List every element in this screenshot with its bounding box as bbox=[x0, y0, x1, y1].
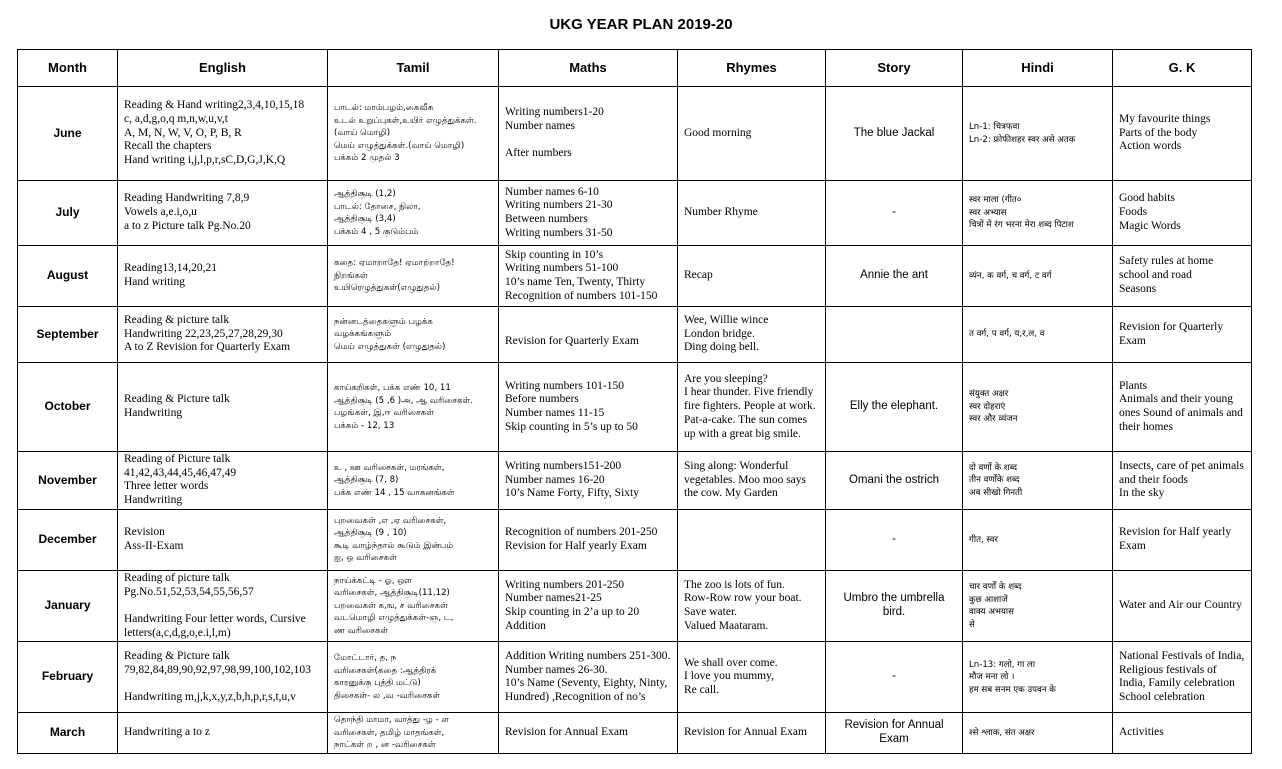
tamil-cell: மோட்டார், த, ந வரிசைகள்(கதை :ஆத்திரக் காரனுக்கு புத்தி மட்டு) திசைகள்- ல ,வ -வரிசைகள் bbox=[328, 642, 499, 713]
month-cell: October bbox=[18, 363, 118, 452]
header-row bbox=[18, 50, 1252, 87]
hindi-cell: व्यंन, क वर्ग, च वर्ग, ट वर्ग bbox=[963, 246, 1113, 307]
maths-cell: Writing numbers151-200 Number names 16-20 10’s Name Forty, Fifty, Sixty bbox=[499, 452, 678, 510]
story-cell: Revision for Annual Exam bbox=[826, 713, 963, 754]
header-story: Story bbox=[826, 50, 963, 87]
year-plan-table bbox=[17, 49, 1252, 754]
gk-cell: Revision for Half yearly Exam bbox=[1113, 509, 1252, 570]
table-row bbox=[18, 570, 1252, 642]
hindi-cell: Ln-13: गलो, गा ला मौज मना लो । हम सब सनम एक उपवन के bbox=[963, 642, 1113, 713]
story-cell: Elly the elephant. bbox=[826, 363, 963, 452]
gk-cell: Activities bbox=[1113, 713, 1252, 754]
header-tamil: Tamil bbox=[328, 50, 499, 87]
gk-cell: Good habits Foods Magic Words bbox=[1113, 181, 1252, 246]
table-row bbox=[18, 363, 1252, 452]
tamil-cell: நன்னடத்தைகளும் பழக்க வழக்கங்களும் மெய் எழுத்துகள் (எழுதுதல்) bbox=[328, 307, 499, 363]
tamil-cell: புறவைகள் ,எ ,ஏ வரிசைகள், ஆத்திசூடி (9 , 10) கூடி வாழ்ந்தால் கூடும் இன்பம் ஐ, ஒ வரிசைகள் bbox=[328, 509, 499, 570]
hindi-cell: त वर्ग, प वर्ग, य,र,ल, व bbox=[963, 307, 1113, 363]
maths-cell: Writing numbers1-20 Number names After numbers bbox=[499, 87, 678, 181]
rhymes-cell: Number Rhyme bbox=[678, 181, 826, 246]
hindi-cell: संयुक्त अक्षर स्वर दोहराएं स्वर और व्यंजन bbox=[963, 363, 1113, 452]
maths-cell: Recognition of numbers 201-250 Revision for Half yearly Exam bbox=[499, 509, 678, 570]
tamil-cell: கதை: ஏமாறாதே! ஏமாற்றாதே! நிறங்கள் உயிரெழுத்துகள்(எழுதுதல்) bbox=[328, 246, 499, 307]
english-cell: Reading & Picture talk 79,82,84,89,90,92,97,98,99,100,102,103 Handwriting m,j,k,x,y,z,b,h,p,r,s,t,u,v bbox=[118, 642, 328, 713]
gk-cell: Insects, care of pet animals and their foods In the sky bbox=[1113, 452, 1252, 510]
month-cell: July bbox=[18, 181, 118, 246]
rhymes-cell bbox=[678, 509, 826, 570]
table-row bbox=[18, 181, 1252, 246]
page-title: UKG YEAR PLAN 2019-20 bbox=[549, 16, 733, 33]
table-row bbox=[18, 452, 1252, 510]
maths-cell: Number names 6-10 Writing numbers 21-30 Between numbers Writing numbers 31-50 bbox=[499, 181, 678, 246]
header-month: Month bbox=[18, 50, 118, 87]
maths-cell: Revision for Quarterly Exam bbox=[499, 307, 678, 363]
header-maths: Maths bbox=[499, 50, 678, 87]
header-english: English bbox=[118, 50, 328, 87]
tamil-cell: காய்கறிகள், பக்க எண் 10, 11 ஆத்திசூடி (5 ,6 )அ, ஆ வரிசைகள். பழங்கள், இ,ஈ வரிசைகள் பக்கம் - 12, 13 bbox=[328, 363, 499, 452]
header-rhymes: Rhymes bbox=[678, 50, 826, 87]
tamil-cell: உ , ஊ வரிசைகள், மரங்கள், ஆத்திசூடி (7, 8) பக்க எண் 14 , 15 வாகனங்கள் bbox=[328, 452, 499, 510]
tamil-cell: பாடல்: மாம்பழம்,கைவீசு உடல் உறுப்புகள்,உயிர் எழுத்துக்கள்.(வாய் மொழி) மெய் எழுத்துக்கள்.(வாய் மொழி) பக்கம் 2 முதல் 3 bbox=[328, 87, 499, 181]
table-row bbox=[18, 509, 1252, 570]
story-cell: - bbox=[826, 642, 963, 713]
hindi-cell: स्वर माला (गीत० स्वर अभ्यास चित्रों में रंग भरना मेरा शब्द पिटाश bbox=[963, 181, 1113, 246]
tamil-cell: நாய்க்கட்டி - ஓ, ஔ வரிசைகள், ஆத்திசூடி(11,12) பறவைகள் க,ங, ச வரிசைகள் வடமொழி எழுத்துக்கள்-ஞ, ட, ண வரிசைகள் bbox=[328, 570, 499, 642]
story-cell: - bbox=[826, 509, 963, 570]
hindi-cell: दो वर्णो के शब्द तीन वर्णोंके शब्द अब सीखो गिनती bbox=[963, 452, 1113, 510]
table-row bbox=[18, 642, 1252, 713]
story-cell bbox=[826, 307, 963, 363]
story-cell: Annie the ant bbox=[826, 246, 963, 307]
table-row bbox=[18, 307, 1252, 363]
story-cell: Umbro the umbrella bird. bbox=[826, 570, 963, 642]
gk-cell: Revision for Quarterly Exam bbox=[1113, 307, 1252, 363]
english-cell: Reading13,14,20,21 Hand writing bbox=[118, 246, 328, 307]
english-cell: Reading & Picture talk Handwriting bbox=[118, 363, 328, 452]
table-row bbox=[18, 246, 1252, 307]
english-cell: Reading of picture talk Pg.No.51,52,53,54,55,56,57 Handwriting Four letter words, Cursive letters(a,c,d,g,o,e.i,l,m) bbox=[118, 570, 328, 642]
story-cell: - bbox=[826, 181, 963, 246]
gk-cell: Water and Air our Country bbox=[1113, 570, 1252, 642]
header-hindi: Hindi bbox=[963, 50, 1113, 87]
hindi-cell: चार वर्णों के शब्द कुछ आशाजें वाक्य अभयास से bbox=[963, 570, 1113, 642]
rhymes-cell: We shall over come. I love you mummy, Re call. bbox=[678, 642, 826, 713]
rhymes-cell: The zoo is lots of fun. Row-Row row your boat. Save water. Valued Maataram. bbox=[678, 570, 826, 642]
maths-cell: Addition Writing numbers 251-300. Number names 26-30. 10’s Name (Seventy, Eighty, Ninty, Hundred) ,Recognition of no’s bbox=[499, 642, 678, 713]
month-cell: January bbox=[18, 570, 118, 642]
hindi-cell: Ln-1: चित्रफवा Ln-2: फ्रोफीशहर स्वर असे अतक bbox=[963, 87, 1113, 181]
maths-cell: Writing numbers 101-150 Before numbers Number names 11-15 Skip counting in 5’s up to 50 bbox=[499, 363, 678, 452]
month-cell: September bbox=[18, 307, 118, 363]
table-row bbox=[18, 713, 1252, 754]
rhymes-cell: Good morning bbox=[678, 87, 826, 181]
month-cell: March bbox=[18, 713, 118, 754]
month-cell: June bbox=[18, 87, 118, 181]
gk-cell: Safety rules at home school and road Seasons bbox=[1113, 246, 1252, 307]
tamil-cell: தொந்தி மாமா, வாத்து -ழ - ள வரிசைகள், தமிழ் மாதங்கள், நாட்கள் ற , ன -வரிசைகள் bbox=[328, 713, 499, 754]
month-cell: February bbox=[18, 642, 118, 713]
maths-cell: Writing numbers 201-250 Number names21-25 Skip counting in 2’a up to 20 Addition bbox=[499, 570, 678, 642]
rhymes-cell: Are you sleeping? I hear thunder. Five friendly fire fighters. People at work. Pat-a-cake. The sun comes up with a great big smile. bbox=[678, 363, 826, 452]
rhymes-cell: Sing along: Wonderful vegetables. Moo moo says the cow. My Garden bbox=[678, 452, 826, 510]
month-cell: December bbox=[18, 509, 118, 570]
gk-cell: My favourite things Parts of the body Action words bbox=[1113, 87, 1252, 181]
month-cell: August bbox=[18, 246, 118, 307]
english-cell: Reading Handwriting 7,8,9 Vowels a,e.i,o,u a to z Picture talk Pg.No.20 bbox=[118, 181, 328, 246]
english-cell: Revision Ass-II-Exam bbox=[118, 509, 328, 570]
maths-cell: Revision for Annual Exam bbox=[499, 713, 678, 754]
rhymes-cell: Revision for Annual Exam bbox=[678, 713, 826, 754]
hindi-cell: श्से श्लाक, संत अक्षर bbox=[963, 713, 1113, 754]
table-row bbox=[18, 87, 1252, 181]
gk-cell: National Festivals of India, Religious festivals of India, Family celebration School celebration bbox=[1113, 642, 1252, 713]
month-cell: November bbox=[18, 452, 118, 510]
header-gk: G. K bbox=[1113, 50, 1252, 87]
rhymes-cell: Recap bbox=[678, 246, 826, 307]
english-cell: Reading & Hand writing2,3,4,10,15,18 c, a,d,g,o,q m,n,w,u,v,t A, M, N, W, V, O, P, B, R Recall the chapters Hand writing i,j,l,p,r,sC,D,G,J,K,Q bbox=[118, 87, 328, 181]
english-cell: Reading & picture talk Handwriting 22,23,25,27,28,29,30 A to Z Revision for Quarterly Exam bbox=[118, 307, 328, 363]
tamil-cell: ஆத்திசூடி (1,2) பாடல்: தோசை, நிலா, ஆத்திசூடி (3,4) பக்கம் 4 , 5 குடும்பம் bbox=[328, 181, 499, 246]
english-cell: Handwriting a to z bbox=[118, 713, 328, 754]
hindi-cell: गीत, स्वर bbox=[963, 509, 1113, 570]
story-cell: The blue Jackal bbox=[826, 87, 963, 181]
maths-cell: Skip counting in 10’s Writing numbers 51-100 10’s name Ten, Twenty, Thirty Recognition of numbers 101-150 bbox=[499, 246, 678, 307]
story-cell: Omani the ostrich bbox=[826, 452, 963, 510]
english-cell: Reading of Picture talk 41,42,43,44,45,46,47,49 Three letter words Handwriting bbox=[118, 452, 328, 510]
gk-cell: Plants Animals and their young ones Sound of animals and their homes bbox=[1113, 363, 1252, 452]
rhymes-cell: Wee, Willie wince London bridge. Ding doing bell. bbox=[678, 307, 826, 363]
